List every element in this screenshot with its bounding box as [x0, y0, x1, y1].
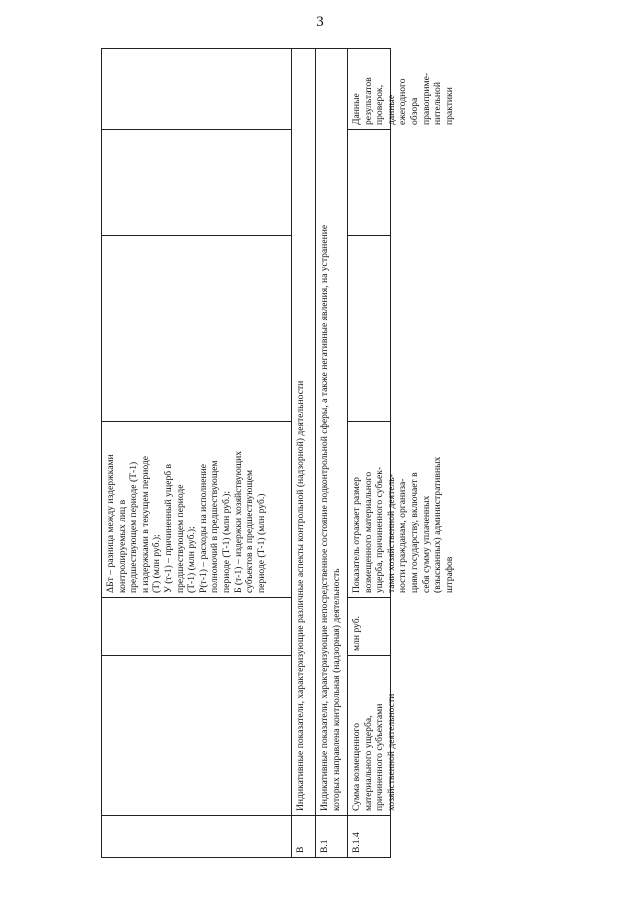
section-code: В.1: [316, 815, 347, 857]
row-source-line: результатов: [362, 77, 374, 125]
cell-unit: [102, 597, 291, 655]
row-source: [348, 49, 455, 129]
row-description-line: штрафов: [443, 556, 455, 593]
row-target-blank: [348, 129, 390, 235]
row-source-line: нительной: [432, 82, 444, 125]
cell-name: [102, 655, 291, 815]
formula-line: периоде (Т-1) (млн руб.);: [220, 490, 232, 593]
row-source-line: проверок,: [374, 84, 386, 125]
section-title: Индикативные показатели, характеризующие различные аспекты контрольной (надзорной) деятельности: [295, 380, 306, 811]
section-title-line: которых направлена контрольная (надзорная) деятельность: [330, 568, 342, 811]
formula-line: предшествующем периоде (Т-1): [128, 461, 140, 593]
row-source-line: данные: [385, 94, 397, 125]
formula-line: (Т-1) (млн руб.);: [186, 526, 198, 593]
section-title-line: Индикативные показатели, характеризующие непосредственное состояние подконтрольной сферы, а также негативные явления, на устранение: [319, 224, 330, 811]
formula-line: Р(т-1) – расходы на исполнение: [197, 463, 209, 593]
row-description-line: возмещенного материального: [362, 471, 374, 593]
formula-line: и издержками в текущем периоде: [139, 455, 151, 593]
row-code: В.1.4: [348, 815, 390, 857]
cell-code: [102, 815, 291, 857]
section-title: [316, 49, 347, 815]
row-name-line: хозяйственной деятельности: [385, 693, 397, 811]
row-description-line: ности гражданам, организа-: [397, 478, 409, 593]
row-source-line: практики: [443, 87, 455, 125]
formula-line: контролируемых лиц в: [116, 499, 128, 593]
cell-target: [102, 129, 291, 235]
row-description: [348, 421, 455, 597]
formula-line: ΔБт – разница между издержками: [105, 454, 116, 593]
row-description-line: Показатель отражает размер: [351, 477, 362, 593]
row-formula-blank: [348, 235, 390, 421]
row-name: [348, 655, 397, 815]
row-description-line: себя сумму уплаченных: [420, 495, 432, 593]
row-source-line: обзора: [408, 97, 420, 125]
row-description-line: циям государству, включает в: [408, 472, 420, 593]
formula-line: предшествующем периоде: [174, 484, 186, 593]
row-unit: млн руб.: [348, 597, 390, 655]
row-description-line: (взысканных) административных: [432, 456, 444, 593]
row-source-line: Данные: [351, 93, 362, 125]
section-code: В: [292, 815, 315, 857]
table-row-section-v: [292, 49, 316, 857]
indicator-table: [101, 48, 455, 858]
formula-line: Б (т-1) – издержки хозяйствующих: [232, 450, 244, 593]
formula-line: (Т) (млн руб.);: [151, 534, 163, 593]
formula-line: периоде (Т-1) (млн руб.): [255, 493, 267, 593]
row-name-line: материального ущерба,: [362, 715, 374, 811]
cell-formula-blank: [102, 235, 291, 421]
page-number: 3: [316, 14, 324, 30]
rotated-table: [101, 48, 455, 858]
cell-source: [102, 49, 291, 129]
formula-line: субъектов в предшествующем: [244, 469, 256, 593]
cell-formula: [102, 421, 291, 597]
row-name-line: причиненного субъектами: [374, 703, 386, 811]
row-source-line: правоприме-: [420, 72, 432, 125]
table-row-v14: [348, 49, 455, 857]
row-name-line: Сумма возмещенного: [351, 722, 362, 811]
formula-line: полномочий в предшествующем: [209, 460, 221, 593]
formula-line: У (т-1) – причиненный ущерб в: [162, 463, 174, 593]
table-row-section-v1: [316, 49, 348, 857]
table-row-formula: [102, 49, 292, 857]
row-description-line: ущерба, причиненного субъек-: [374, 466, 386, 593]
row-source-line: ежегодного: [397, 78, 409, 125]
row-description-line: тами хозяйственной деятель-: [385, 474, 397, 593]
